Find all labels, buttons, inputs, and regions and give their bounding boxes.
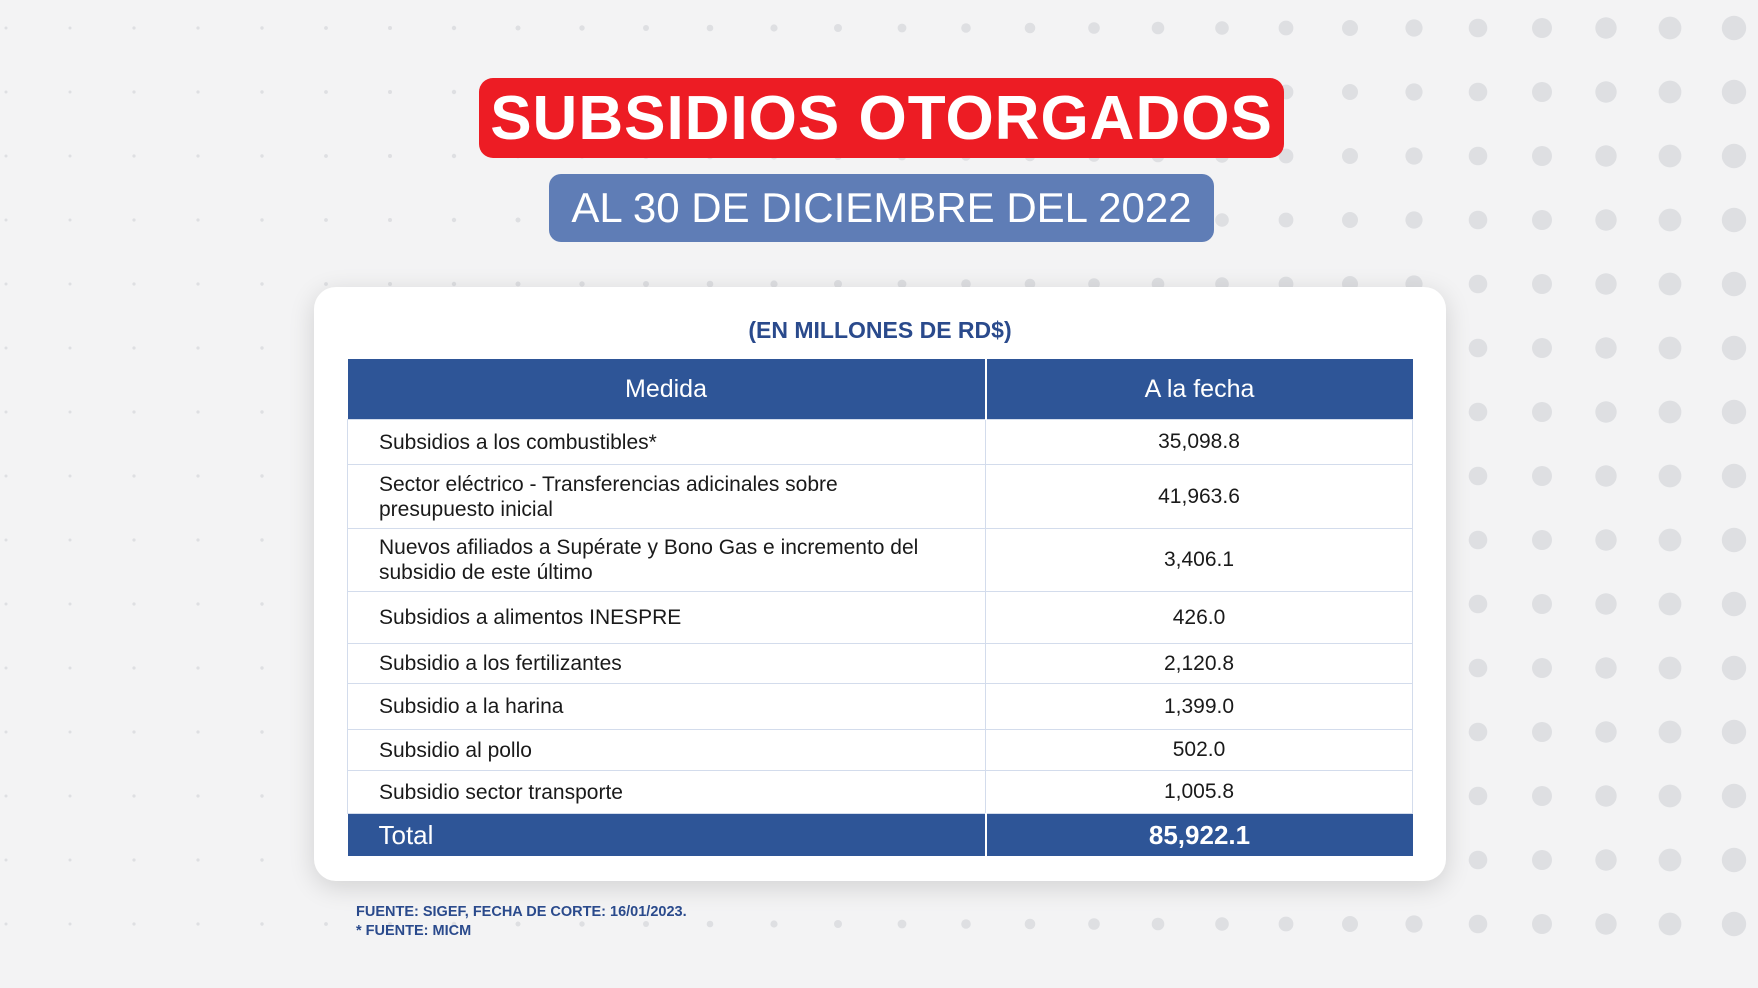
- background-dot: [1532, 786, 1552, 806]
- footnotes: [356, 903, 687, 941]
- background-dot: [1152, 22, 1165, 35]
- table-row: [348, 771, 1413, 814]
- background-dot: [1469, 403, 1488, 422]
- background-dot: [898, 24, 907, 33]
- row-label: Subsidio a los fertilizantes: [348, 644, 986, 684]
- background-dot: [5, 411, 8, 414]
- row-value: 35,098.8: [986, 420, 1413, 465]
- background-dot: [1595, 273, 1616, 294]
- background-dot: [961, 919, 971, 929]
- background-dot: [260, 858, 263, 861]
- background-dot: [260, 538, 263, 541]
- background-dot: [1469, 915, 1488, 934]
- background-dot: [1532, 210, 1552, 230]
- background-dot: [5, 283, 8, 286]
- subtitle-banner: [549, 174, 1214, 242]
- background-dot: [132, 538, 135, 541]
- row-label: Subsidio a la harina: [348, 684, 986, 730]
- background-dot: [260, 666, 263, 669]
- background-dot: [1595, 145, 1616, 166]
- background-dot: [1469, 851, 1488, 870]
- background-dot: [260, 602, 263, 605]
- table-header-row: [348, 359, 1413, 420]
- background-dot: [69, 155, 72, 158]
- table-row: [348, 420, 1413, 465]
- background-dot: [388, 218, 392, 222]
- background-dot: [1469, 147, 1488, 166]
- background-dot: [1405, 19, 1422, 36]
- background-dot: [1279, 917, 1294, 932]
- background-dot: [1595, 913, 1616, 934]
- background-dot: [132, 346, 135, 349]
- background-dot: [5, 91, 8, 94]
- row-value: 1,005.8: [986, 771, 1413, 814]
- background-dot: [834, 920, 842, 928]
- column-header-measure: Medida: [348, 359, 986, 420]
- background-dot: [196, 794, 199, 797]
- background-dot: [579, 25, 584, 30]
- background-dot: [1279, 213, 1294, 228]
- background-dot: [1469, 787, 1488, 806]
- background-dot: [452, 90, 456, 94]
- background-dot: [132, 666, 135, 669]
- background-dot: [1722, 592, 1746, 616]
- background-dot: [69, 283, 72, 286]
- background-dot: [69, 731, 72, 734]
- background-dot: [5, 219, 8, 222]
- background-dot: [1469, 19, 1488, 38]
- background-dot: [1722, 912, 1746, 936]
- background-dot: [69, 795, 72, 798]
- background-dot: [196, 602, 199, 605]
- background-dot: [1659, 209, 1682, 232]
- total-label: Total: [348, 814, 986, 857]
- background-dot: [5, 859, 8, 862]
- background-dot: [1659, 657, 1682, 680]
- background-dot: [1532, 914, 1552, 934]
- background-dot: [1532, 82, 1552, 102]
- background-dot: [132, 474, 135, 477]
- row-value: 2,120.8: [986, 644, 1413, 684]
- background-dot: [1469, 211, 1488, 230]
- background-dot: [324, 218, 328, 222]
- background-dot: [1088, 918, 1100, 930]
- background-dot: [1595, 721, 1616, 742]
- units-caption: (EN MILLONES DE RD$): [748, 317, 1012, 343]
- background-dot: [1595, 337, 1616, 358]
- background-dot: [1532, 338, 1552, 358]
- background-dot: [5, 475, 8, 478]
- background-dot: [1722, 656, 1746, 680]
- background-dot: [1152, 918, 1165, 931]
- background-dot: [1469, 723, 1488, 742]
- background-dot: [5, 347, 8, 350]
- background-dot: [69, 347, 72, 350]
- background-dot: [196, 858, 199, 861]
- background-dot: [132, 922, 135, 925]
- background-dot: [1469, 339, 1488, 358]
- background-dot: [5, 155, 8, 158]
- background-dot: [1722, 16, 1746, 40]
- row-value: 1,399.0: [986, 684, 1413, 730]
- background-dot: [1025, 919, 1036, 930]
- row-label-text: Sector eléctrico - Transferencias adicinales sobre presupuesto inicial: [379, 472, 838, 521]
- background-dot: [1342, 84, 1358, 100]
- background-dot: [1532, 466, 1552, 486]
- row-value: 3,406.1: [986, 529, 1413, 592]
- background-dot: [69, 91, 72, 94]
- background-dot: [5, 667, 8, 670]
- background-dot: [707, 25, 714, 32]
- background-dot: [1532, 18, 1552, 38]
- background-dot: [260, 410, 263, 413]
- background-dot: [388, 90, 392, 94]
- column-header-date: A la fecha: [986, 359, 1413, 420]
- total-value: 85,922.1: [986, 814, 1413, 857]
- title-banner: [479, 78, 1284, 158]
- background-dot: [388, 154, 392, 158]
- background-dot: [69, 923, 72, 926]
- background-dot: [898, 920, 907, 929]
- background-dot: [196, 666, 199, 669]
- background-dot: [1595, 849, 1616, 870]
- row-label: Subsidios a los combustibles*: [348, 420, 986, 465]
- background-dot: [1342, 148, 1358, 164]
- background-dot: [452, 282, 456, 286]
- background-dot: [388, 26, 392, 30]
- background-dot: [1659, 465, 1682, 488]
- page-title: SUBSIDIOS OTORGADOS: [490, 83, 1273, 153]
- background-dot: [260, 922, 263, 925]
- background-dot: [516, 282, 521, 287]
- background-dot: [260, 474, 263, 477]
- background-dot: [1342, 20, 1358, 36]
- background-dot: [1405, 147, 1422, 164]
- background-dot: [1469, 467, 1488, 486]
- background-dot: [132, 154, 135, 157]
- table-row: [348, 465, 1413, 529]
- background-dot: [1532, 658, 1552, 678]
- background-dot: [1469, 275, 1488, 294]
- row-label: Subsidio sector transporte: [348, 771, 986, 814]
- background-dot: [1722, 80, 1746, 104]
- background-dot: [324, 90, 328, 94]
- row-label: Subsidios a alimentos INESPRE: [348, 592, 986, 644]
- background-dot: [1659, 721, 1682, 744]
- background-dot: [196, 410, 199, 413]
- background-dot: [260, 90, 263, 93]
- background-dot: [1722, 400, 1746, 424]
- background-dot: [1532, 722, 1552, 742]
- background-dot: [770, 920, 777, 927]
- background-dot: [1215, 917, 1229, 931]
- background-dot: [69, 859, 72, 862]
- background-dot: [1342, 916, 1358, 932]
- background-dot: [69, 539, 72, 542]
- background-dot: [132, 858, 135, 861]
- background-dot: [132, 218, 135, 221]
- background-dot: [1722, 464, 1746, 488]
- row-label-text: Nuevos afiliados a Supérate y Bono Gas e incremento del subsidio de este último: [379, 536, 919, 584]
- background-dot: [5, 795, 8, 798]
- background-dot: [132, 26, 135, 29]
- background-dot: [196, 90, 199, 93]
- background-dot: [1722, 208, 1746, 232]
- background-dot: [1215, 21, 1229, 35]
- background-dot: [1469, 595, 1488, 614]
- background-dot: [1215, 213, 1229, 227]
- background-dot: [1532, 146, 1552, 166]
- background-dot: [1088, 22, 1100, 34]
- background-dot: [132, 410, 135, 413]
- table-row: [348, 529, 1413, 592]
- background-dot: [1659, 593, 1682, 616]
- background-dot: [1595, 17, 1616, 38]
- background-dot: [643, 25, 649, 31]
- background-dot: [5, 923, 8, 926]
- background-dot: [260, 154, 263, 157]
- background-dot: [69, 411, 72, 414]
- background-dot: [1469, 83, 1488, 102]
- table-row: [348, 730, 1413, 771]
- background-dot: [707, 921, 714, 928]
- background-dot: [196, 474, 199, 477]
- background-dot: [5, 603, 8, 606]
- background-dot: [1469, 659, 1488, 678]
- background-dot: [1659, 529, 1682, 552]
- background-dot: [260, 26, 263, 29]
- background-dot: [5, 731, 8, 734]
- background-dot: [1659, 785, 1682, 808]
- background-dot: [196, 730, 199, 733]
- background-dot: [1595, 593, 1616, 614]
- background-dot: [1595, 401, 1616, 422]
- background-dot: [1469, 531, 1488, 550]
- background-dot: [1405, 211, 1422, 228]
- background-dot: [1722, 272, 1746, 296]
- background-dot: [1342, 212, 1358, 228]
- background-dot: [1405, 83, 1422, 100]
- background-dot: [1595, 465, 1616, 486]
- background-dot: [132, 602, 135, 605]
- background-dot: [196, 538, 199, 541]
- row-label: [348, 465, 986, 529]
- background-dot: [579, 281, 584, 286]
- background-dot: [1722, 784, 1746, 808]
- background-dot: [69, 475, 72, 478]
- background-dot: [1659, 913, 1682, 936]
- background-dot: [1659, 273, 1682, 296]
- row-value: 502.0: [986, 730, 1413, 771]
- background-dot: [1405, 915, 1422, 932]
- background-dot: [324, 922, 328, 926]
- background-dot: [516, 26, 521, 31]
- background-dot: [260, 730, 263, 733]
- background-dot: [1659, 17, 1682, 40]
- background-dot: [1722, 336, 1746, 360]
- background-dot: [1722, 720, 1746, 744]
- background-dot: [1025, 23, 1036, 34]
- background-dot: [324, 26, 328, 30]
- background-dot: [452, 26, 456, 30]
- background-dot: [69, 603, 72, 606]
- background-dot: [69, 667, 72, 670]
- background-dot: [1722, 848, 1746, 872]
- background-dot: [834, 24, 842, 32]
- background-dot: [1532, 274, 1552, 294]
- background-dot: [196, 346, 199, 349]
- background-dot: [1722, 528, 1746, 552]
- source-note: FUENTE: SIGEF, FECHA DE CORTE: 16/01/2023.: [356, 904, 687, 920]
- background-dot: [1595, 657, 1616, 678]
- background-dot: [196, 922, 199, 925]
- background-dot: [196, 218, 199, 221]
- background-dot: [770, 24, 777, 31]
- background-dot: [5, 539, 8, 542]
- background-dot: [961, 23, 971, 33]
- background-dot: [1595, 785, 1616, 806]
- background-dot: [1659, 337, 1682, 360]
- background-dot: [260, 282, 263, 285]
- table-row: [348, 592, 1413, 644]
- background-dot: [452, 154, 456, 158]
- background-dot: [132, 90, 135, 93]
- background-dot: [132, 282, 135, 285]
- background-dot: [69, 219, 72, 222]
- background-dot: [132, 730, 135, 733]
- page-subtitle: AL 30 DE DICIEMBRE DEL 2022: [571, 184, 1192, 231]
- background-dot: [388, 282, 392, 286]
- table-row: [348, 684, 1413, 730]
- row-label: Subsidio al pollo: [348, 730, 986, 771]
- background-dot: [196, 282, 199, 285]
- background-dot: [196, 154, 199, 157]
- micm-note: * FUENTE: MICM: [356, 923, 472, 939]
- background-dot: [1532, 850, 1552, 870]
- table-card: [314, 287, 1446, 881]
- background-dot: [1659, 849, 1682, 872]
- background-dot: [1659, 81, 1682, 104]
- total-row: [348, 814, 1413, 857]
- background-dot: [452, 218, 456, 222]
- background-dot: [1659, 145, 1682, 168]
- row-value: 41,963.6: [986, 465, 1413, 529]
- background-dot: [260, 218, 263, 221]
- background-dot: [1595, 81, 1616, 102]
- background-dot: [516, 218, 521, 223]
- background-dot: [260, 794, 263, 797]
- background-dot: [196, 26, 199, 29]
- row-value: 426.0: [986, 592, 1413, 644]
- background-dot: [1595, 209, 1616, 230]
- background-dot: [1722, 144, 1746, 168]
- background-dot: [324, 154, 328, 158]
- background-dot: [1659, 401, 1682, 424]
- background-dot: [69, 27, 72, 30]
- background-dot: [260, 346, 263, 349]
- background-dot: [1532, 594, 1552, 614]
- table-row: [348, 644, 1413, 684]
- background-dot: [1279, 21, 1294, 36]
- background-dot: [1595, 529, 1616, 550]
- background-dot: [1532, 530, 1552, 550]
- background-dot: [132, 794, 135, 797]
- background-dot: [324, 282, 328, 286]
- background-dot: [1532, 402, 1552, 422]
- row-label: [348, 529, 986, 592]
- subsidies-table: [347, 359, 1413, 856]
- background-dot: [5, 27, 8, 30]
